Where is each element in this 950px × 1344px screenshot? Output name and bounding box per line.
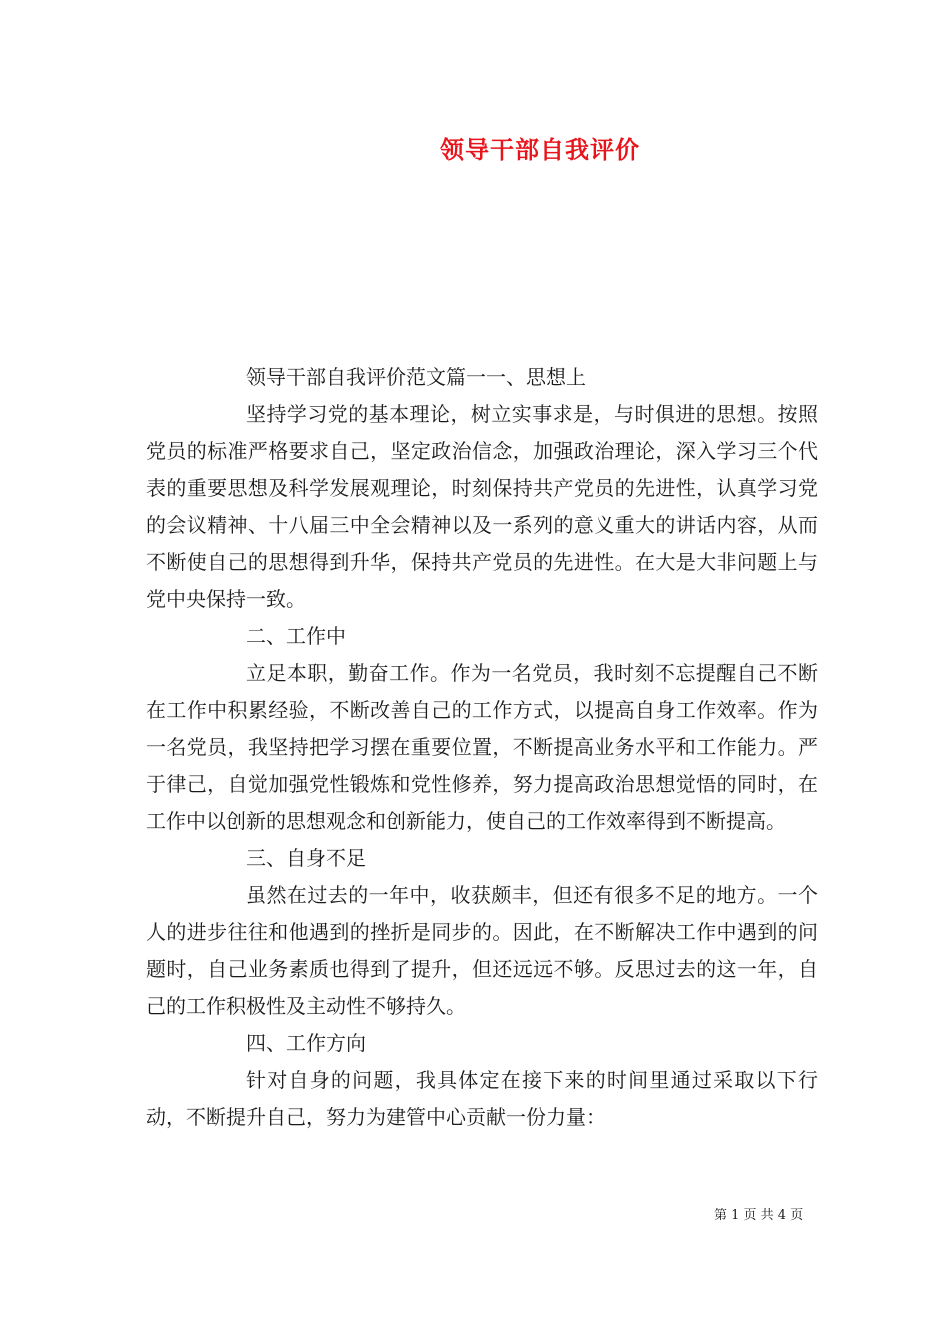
document-body [146,359,818,1136]
page-indicator: 第 1 页 共 4 页 [714,1208,804,1223]
paragraph-work: 立足本职，勤奋工作。作为一名党员，我时刻不忘提醒自己不断在工作中积累经验，不断改善自己的工作方式，以提高自身工作效率。作为一名党员，我坚持把学习摆在重要位置，不断提高业务水平和工作能力。严于律己，自觉加强党性锻炼和党性修养，努力提高政治思想觉悟的同时，在工作中以创新的思想观念和创新能力，使自己的工作效率得到不断提高。 [146,661,818,833]
section-heading-shortcomings: 三、自身不足 [246,846,366,870]
document-title: 领导干部自我评价 [440,135,640,164]
section-heading-direction: 四、工作方向 [246,1031,366,1055]
paragraph-thought: 坚持学习党的基本理论，树立实事求是，与时俱进的思想。按照党员的标准严格要求自己，坚定政治信念，加强政治理论，深入学习三个代表的重要思想及科学发展观理论，时刻保持共产党员的先进性，认真学习党的会议精神、十八届三中全会精神以及一系列的意义重大的讲话内容，从而不断使自己的思想得到升华，保持共产党员的先进性。在大是大非问题上与党中央保持一致。 [146,402,818,611]
paragraph-direction: 针对自身的问题，我具体定在接下来的时间里通过采取以下行动，不断提升自己，努力为建管中心贡献一份力量： [146,1068,818,1129]
paragraph-intro-heading: 领导干部自我评价范文篇一一、思想上 [246,365,586,389]
section-heading-work: 二、工作中 [246,624,346,648]
paragraph-shortcomings: 虽然在过去的一年中，收获颇丰，但还有很多不足的地方。一个人的进步往往和他遇到的挫折是同步的。因此，在不断解决工作中遇到的问题时，自己业务素质也得到了提升，但还远远不够。反思过去的这一年，自己的工作积极性及主动性不够持久。 [146,883,818,1018]
